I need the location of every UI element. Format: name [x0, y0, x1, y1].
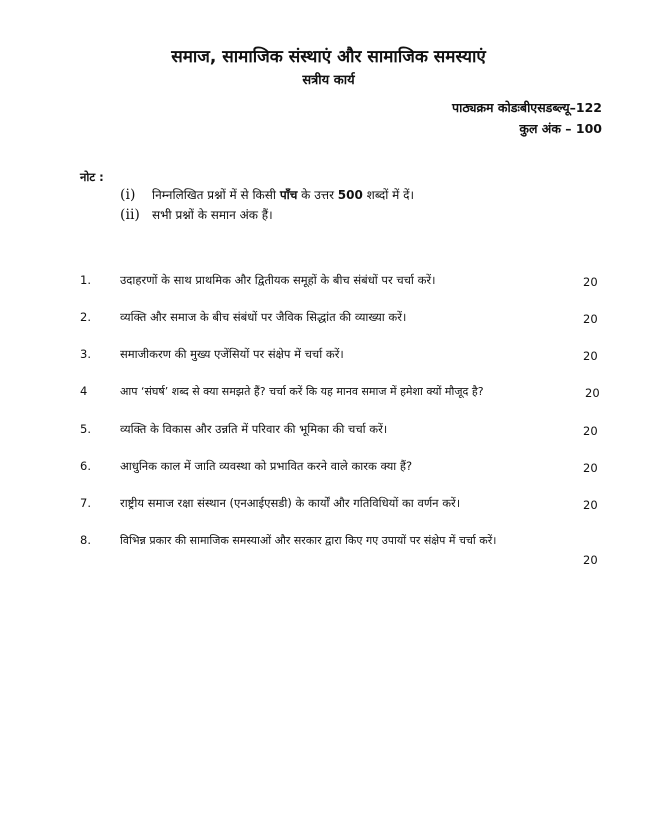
question-marks: 20 — [585, 386, 600, 400]
question-text: व्यक्ति और समाज के बीच संबंधों पर जैविक सिद्धांत की व्याख्या करें। — [120, 310, 407, 324]
course-code: पाठ्यक्रम कोडःबीएसडब्ल्यू–122 — [452, 100, 602, 115]
question-text: आप ‘संघर्ष’ शब्द से क्या समझते हैं? चर्चा करें कि यह मानव समाज में हमेशा क्यों मौजूद है? — [120, 385, 484, 398]
question-6 — [0, 459, 657, 477]
question-text: विभिन्न प्रकार की सामाजिक समस्याओं और सरकार द्वारा किए गए उपायों पर संक्षेप में चर्चा करें। — [120, 534, 497, 547]
question-number: 2. — [80, 310, 91, 324]
instruction-text: सभी प्रश्नों के समान अंक हैं। — [152, 208, 273, 222]
question-marks: 20 — [583, 312, 598, 326]
question-text: आधुनिक काल में जाति व्यवस्था को प्रभावित करने वाले कारक क्या हैं? — [120, 459, 413, 473]
note-label: नोट : — [80, 170, 104, 184]
page-title: समाज, सामाजिक संस्थाएं और सामाजिक समस्याएं — [171, 47, 486, 67]
instruction-numeral: (i) — [120, 187, 136, 203]
question-8 — [0, 533, 657, 567]
instruction-text: के उत्तर — [297, 188, 338, 202]
question-number: 5. — [80, 422, 91, 436]
question-number: 4 — [80, 384, 88, 398]
instruction-emphasis: पाँच — [279, 188, 298, 202]
instruction-numeral: (ii) — [120, 207, 140, 223]
question-number: 6. — [80, 459, 91, 473]
question-1 — [0, 273, 657, 291]
instruction-text: निम्नलिखित प्रश्नों में से किसी — [152, 188, 280, 202]
instruction-text: शब्दों में दें। — [362, 188, 415, 202]
instruction-1 — [120, 186, 414, 203]
question-marks: 20 — [583, 498, 598, 512]
question-marks: 20 — [583, 553, 598, 567]
question-number: 3. — [80, 347, 91, 361]
question-marks: 20 — [583, 461, 598, 475]
question-text: व्यक्ति के विकास और उन्नति में परिवार की भूमिका की चर्चा करें। — [120, 422, 388, 436]
question-number: 8. — [80, 533, 91, 547]
question-number: 7. — [80, 496, 91, 510]
question-2 — [0, 310, 657, 328]
question-7 — [0, 496, 657, 514]
question-text: उदाहरणों के साथ प्राथमिक और द्वितीयक समूहों के बीच संबंधों पर चर्चा करें। — [120, 273, 436, 287]
question-text: राष्ट्रीय समाज रक्षा संस्थान (एनआईएसडी) के कार्यों और गतिविधियों का वर्णन करें। — [120, 496, 461, 510]
question-marks: 20 — [583, 349, 598, 363]
page-subtitle: सत्रीय कार्य — [302, 73, 355, 88]
instruction-2 — [120, 206, 273, 223]
instruction-emphasis: 500 — [337, 188, 363, 202]
question-text: समाजीकरण की मुख्य एजेंसियों पर संक्षेप में चर्चा करें। — [120, 347, 344, 361]
question-5 — [0, 422, 657, 440]
question-marks: 20 — [583, 424, 598, 438]
question-3 — [0, 347, 657, 365]
question-number: 1. — [80, 273, 91, 287]
question-4 — [0, 384, 657, 402]
total-marks: कुल अंक – 100 — [519, 121, 602, 136]
question-marks: 20 — [583, 275, 598, 289]
